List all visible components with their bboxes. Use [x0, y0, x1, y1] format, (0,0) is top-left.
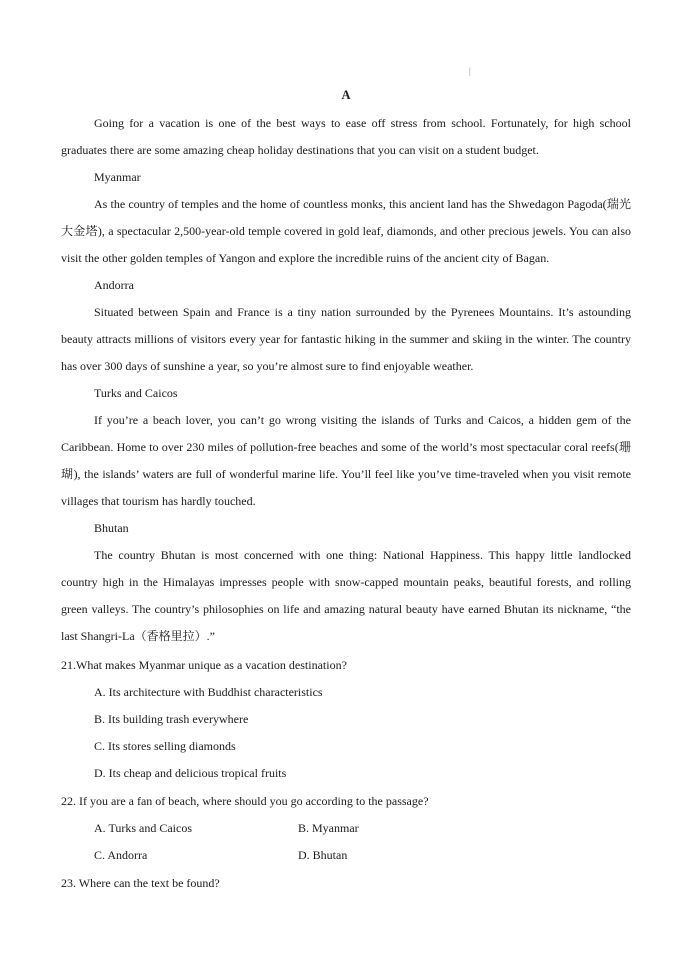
- intro-paragraph: Going for a vacation is one of the best ways to ease off stress from school. Fortunately, for high school graduates there are some amazing cheap holiday destinations that you can visit on a student budget.: [61, 116, 631, 157]
- paragraph-myanmar: As the country of temples and the home of countless monks, this ancient land has the Shwedagon Pagoda(瑞光大金塔), a spectacular 2,500-year-old temple covered in gold leaf, diamonds, and other precious jewels. You can also visit the other golden temples of Yangon and explore the incredible ruins of the ancient city of Bagan.: [61, 197, 631, 265]
- question-21-option-d: D. Its cheap and delicious tropical fruits: [94, 766, 287, 780]
- question-21-option-b: B. Its building trash everywhere: [94, 712, 249, 726]
- paragraph-turks-and-caicos: If you’re a beach lover, you can’t go wrong visiting the islands of Turks and Caicos, a hidden gem of the Caribbean. Home to over 230 miles of pollution-free beaches and some of the world’s most spectacular coral reefs(珊瑚), the islands’ waters are full of wonderful marine life. You’ll feel like you’ve time-traveled when you visit remote villages that tourism has hardly touched.: [61, 413, 631, 508]
- question-22-option-c: C. Andorra: [94, 848, 148, 862]
- heading-bhutan: Bhutan: [94, 521, 129, 535]
- heading-turks-and-caicos: Turks and Caicos: [94, 386, 178, 400]
- question-21-option-c: C. Its stores selling diamonds: [94, 739, 236, 753]
- question-22-option-d: D. Bhutan: [298, 848, 348, 862]
- question-22-option-b: B. Myanmar: [298, 821, 359, 835]
- page-mark: |: [469, 66, 471, 76]
- heading-andorra: Andorra: [94, 278, 134, 292]
- heading-myanmar: Myanmar: [94, 170, 141, 184]
- paragraph-andorra: Situated between Spain and France is a tiny nation surrounded by the Pyrenees Mountains. It’s astounding beauty attracts millions of visitors every year for fantastic hiking in the summer and skiing in the winter. The country has over 300 days of sunshine a year, so you’re almost sure to find enjoyable weather.: [61, 305, 631, 373]
- question-23: 23. Where can the text be found?: [61, 876, 220, 890]
- question-21-option-a: A. Its architecture with Buddhist characteristics: [94, 685, 323, 699]
- section-title: A: [341, 88, 351, 102]
- question-22-option-a: A. Turks and Caicos: [94, 821, 193, 835]
- question-22: 22. If you are a fan of beach, where should you go according to the passage?: [61, 794, 429, 808]
- question-21: 21.What makes Myanmar unique as a vacation destination?: [61, 658, 347, 672]
- paragraph-bhutan: The country Bhutan is most concerned with one thing: National Happiness. This happy little landlocked country high in the Himalayas impresses people with snow-capped mountain peaks, beautiful forests, and rolling green valleys. The country’s philosophies on life and amazing natural beauty have earned Bhutan its nickname, “the last Shangri-La（香格里拉）.”: [61, 548, 631, 643]
